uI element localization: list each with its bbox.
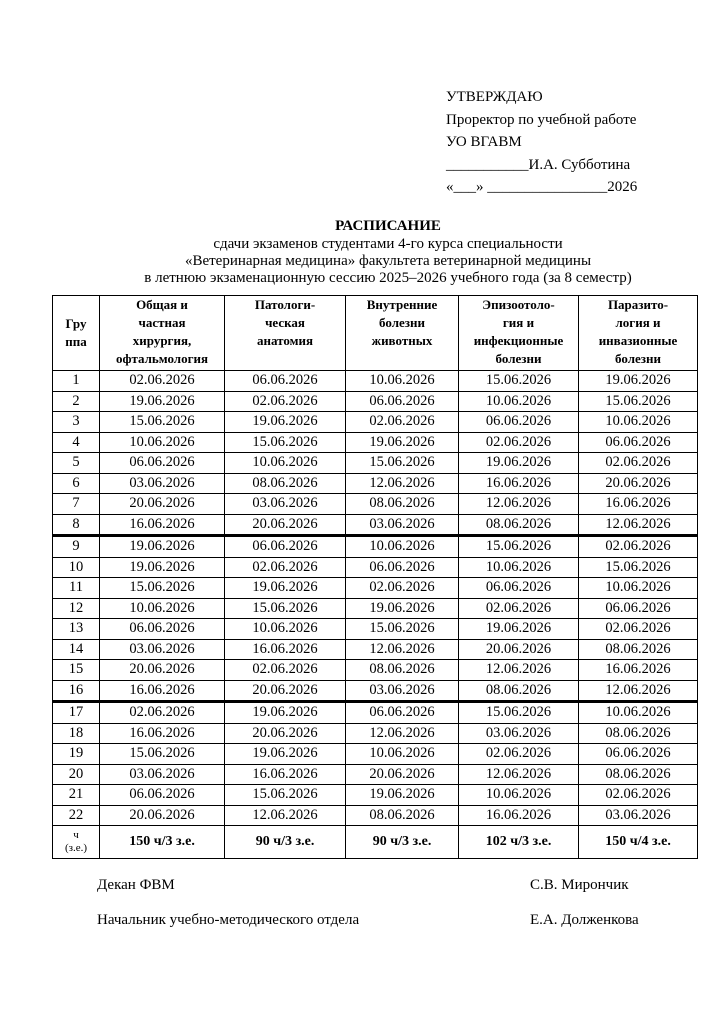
exam-date-cell: 06.06.2026 <box>346 557 459 578</box>
exam-date-cell: 02.06.2026 <box>579 453 698 474</box>
exam-date-cell: 12.06.2026 <box>346 639 459 660</box>
exam-date-cell: 20.06.2026 <box>225 723 346 744</box>
group-number-cell: 3 <box>53 412 100 433</box>
title-line-3: в летнюю экзаменационную сессию 2025–2026 учебного года (за 8 семестр) <box>144 270 632 287</box>
exam-date-cell: 12.06.2026 <box>346 473 459 494</box>
exam-date-cell: 12.06.2026 <box>579 680 698 702</box>
exam-date-cell: 02.06.2026 <box>225 557 346 578</box>
exam-date-cell: 06.06.2026 <box>346 702 459 724</box>
subject-header-line: частная <box>138 315 186 330</box>
subject-header-line: Внутренние <box>366 297 438 312</box>
exam-date-cell: 02.06.2026 <box>579 536 698 558</box>
totals-cell: 102 ч/3 з.е. <box>459 826 579 859</box>
subject-header-line: анатомия <box>257 333 313 348</box>
exam-date-cell: 20.06.2026 <box>100 494 225 515</box>
exam-date-cell: 15.06.2026 <box>459 536 579 558</box>
group-number-cell: 6 <box>53 473 100 494</box>
exam-date-cell: 20.06.2026 <box>459 639 579 660</box>
totals-row <box>53 826 698 859</box>
group-number-cell: 1 <box>53 371 100 392</box>
totals-label-line: ч <box>73 829 79 841</box>
exam-date-cell: 15.06.2026 <box>225 785 346 806</box>
exam-date-cell: 15.06.2026 <box>459 371 579 392</box>
group-number-cell: 22 <box>53 805 100 826</box>
methodical-head-title: Начальник учебно-методического отдела <box>97 912 360 928</box>
group-header-line: ппа <box>65 334 87 349</box>
subject-header <box>346 296 459 371</box>
exam-date-cell: 03.06.2026 <box>100 473 225 494</box>
subject-header-line: офтальмология <box>115 351 209 366</box>
subject-header-line: инвазионные <box>598 333 678 348</box>
subject-header-line: животных <box>371 333 433 348</box>
exam-date-cell: 16.06.2026 <box>225 764 346 785</box>
table-row <box>53 639 698 660</box>
table-row <box>53 702 698 724</box>
table-row <box>53 557 698 578</box>
exam-date-cell: 19.06.2026 <box>100 557 225 578</box>
document-title <box>0 216 724 288</box>
exam-date-cell: 19.06.2026 <box>459 453 579 474</box>
exam-date-cell: 10.06.2026 <box>459 785 579 806</box>
exam-date-cell: 06.06.2026 <box>579 598 698 619</box>
exam-date-cell: 12.06.2026 <box>579 514 698 536</box>
exam-date-cell: 02.06.2026 <box>100 371 225 392</box>
exam-date-cell: 20.06.2026 <box>579 473 698 494</box>
table-row <box>53 432 698 453</box>
subject-header-line: Патологи- <box>254 297 316 312</box>
exam-date-cell: 15.06.2026 <box>459 702 579 724</box>
subject-header-line: Эпизоотоло- <box>482 297 555 312</box>
group-number-cell: 11 <box>53 578 100 599</box>
exam-date-cell: 10.06.2026 <box>459 391 579 412</box>
subject-header-line: гия и <box>502 315 535 330</box>
exam-date-cell: 06.06.2026 <box>100 453 225 474</box>
approval-heading: УТВЕРЖДАЮ <box>446 89 543 105</box>
table-row <box>53 391 698 412</box>
group-number-cell: 13 <box>53 619 100 640</box>
group-number-cell: 9 <box>53 536 100 558</box>
exam-date-cell: 06.06.2026 <box>225 371 346 392</box>
exam-date-cell: 20.06.2026 <box>346 764 459 785</box>
exam-date-cell: 19.06.2026 <box>225 702 346 724</box>
exam-date-cell: 10.06.2026 <box>346 536 459 558</box>
subject-header-line: болезни <box>379 315 425 330</box>
group-number-cell: 8 <box>53 514 100 536</box>
exam-date-cell: 02.06.2026 <box>100 702 225 724</box>
group-number-cell: 4 <box>53 432 100 453</box>
approval-block <box>446 86 706 199</box>
subject-header <box>225 296 346 371</box>
subject-header-line: ческая <box>265 315 305 330</box>
table-row <box>53 371 698 392</box>
subject-header-line: инфекционные <box>473 333 564 348</box>
exam-date-cell: 15.06.2026 <box>225 432 346 453</box>
group-number-cell: 16 <box>53 680 100 702</box>
exam-date-cell: 20.06.2026 <box>225 514 346 536</box>
title-line-2: «Ветеринарная медицина» факультета ветеринарной медицины <box>184 253 592 270</box>
exam-date-cell: 08.06.2026 <box>346 494 459 515</box>
exam-date-cell: 10.06.2026 <box>225 619 346 640</box>
totals-cell: 150 ч/3 з.е. <box>100 826 225 859</box>
totals-cell: 150 ч/4 з.е. <box>579 826 698 859</box>
exam-date-cell: 20.06.2026 <box>100 805 225 826</box>
group-column-header <box>53 296 100 371</box>
exam-date-cell: 19.06.2026 <box>100 536 225 558</box>
exam-date-cell: 08.06.2026 <box>579 764 698 785</box>
exam-date-cell: 06.06.2026 <box>579 744 698 765</box>
exam-date-cell: 02.06.2026 <box>579 785 698 806</box>
group-number-cell: 21 <box>53 785 100 806</box>
exam-date-cell: 10.06.2026 <box>579 702 698 724</box>
subject-header-line: Общая и <box>136 297 188 312</box>
table-row <box>53 805 698 826</box>
approval-signature: ___________И.А. Субботина <box>446 156 631 173</box>
exam-date-cell: 10.06.2026 <box>579 578 698 599</box>
subject-header-line: болезни <box>495 351 542 366</box>
exam-date-cell: 10.06.2026 <box>100 432 225 453</box>
table-row <box>53 536 698 558</box>
exam-date-cell: 16.06.2026 <box>579 494 698 515</box>
table-row <box>53 473 698 494</box>
table-row <box>53 680 698 702</box>
subject-header-line: болезни <box>615 351 661 366</box>
exam-date-cell: 10.06.2026 <box>346 371 459 392</box>
group-number-cell: 5 <box>53 453 100 474</box>
exam-date-cell: 15.06.2026 <box>100 578 225 599</box>
exam-date-cell: 16.06.2026 <box>100 723 225 744</box>
subject-header-line: хирургия, <box>132 333 192 348</box>
table-row <box>53 744 698 765</box>
exam-date-cell: 10.06.2026 <box>579 412 698 433</box>
table-row <box>53 660 698 681</box>
exam-date-cell: 02.06.2026 <box>225 660 346 681</box>
subject-header <box>459 296 579 371</box>
exam-date-cell: 12.06.2026 <box>459 764 579 785</box>
exam-date-cell: 06.06.2026 <box>579 432 698 453</box>
exam-date-cell: 02.06.2026 <box>346 412 459 433</box>
exam-date-cell: 06.06.2026 <box>459 578 579 599</box>
exam-date-cell: 08.06.2026 <box>579 639 698 660</box>
table-row <box>53 494 698 515</box>
table-row <box>53 514 698 536</box>
dean-name: С.В. Мирончик <box>530 877 629 893</box>
table-row <box>53 598 698 619</box>
exam-date-cell: 19.06.2026 <box>225 412 346 433</box>
exam-date-cell: 06.06.2026 <box>100 619 225 640</box>
exam-date-cell: 12.06.2026 <box>346 723 459 744</box>
group-number-cell: 20 <box>53 764 100 785</box>
exam-date-cell: 19.06.2026 <box>346 598 459 619</box>
exam-date-cell: 19.06.2026 <box>100 391 225 412</box>
exam-date-cell: 15.06.2026 <box>346 619 459 640</box>
dean-title: Декан ФВМ <box>97 877 175 893</box>
exam-date-cell: 08.06.2026 <box>346 805 459 826</box>
table-header-row <box>53 296 698 371</box>
exam-date-cell: 12.06.2026 <box>459 660 579 681</box>
exam-date-cell: 02.06.2026 <box>459 432 579 453</box>
table-row <box>53 619 698 640</box>
title-main: РАСПИСАНИЕ <box>335 218 441 234</box>
totals-label-cell <box>53 826 100 859</box>
exam-date-cell: 08.06.2026 <box>346 660 459 681</box>
exam-date-cell: 19.06.2026 <box>346 785 459 806</box>
exam-date-cell: 03.06.2026 <box>100 639 225 660</box>
group-number-cell: 18 <box>53 723 100 744</box>
exam-date-cell: 19.06.2026 <box>459 619 579 640</box>
title-line-1: сдачи экзаменов студентами 4-го курса специальности <box>213 236 563 252</box>
exam-date-cell: 06.06.2026 <box>225 536 346 558</box>
table-row <box>53 785 698 806</box>
exam-date-cell: 03.06.2026 <box>100 764 225 785</box>
exam-date-cell: 19.06.2026 <box>225 744 346 765</box>
table-row <box>53 578 698 599</box>
exam-date-cell: 08.06.2026 <box>459 514 579 536</box>
exam-date-cell: 16.06.2026 <box>225 639 346 660</box>
exam-date-cell: 10.06.2026 <box>225 453 346 474</box>
exam-date-cell: 06.06.2026 <box>459 412 579 433</box>
exam-date-cell: 08.06.2026 <box>579 723 698 744</box>
group-number-cell: 2 <box>53 391 100 412</box>
exam-date-cell: 10.06.2026 <box>346 744 459 765</box>
exam-date-cell: 15.06.2026 <box>346 453 459 474</box>
exam-date-cell: 06.06.2026 <box>100 785 225 806</box>
exam-date-cell: 03.06.2026 <box>346 514 459 536</box>
exam-date-cell: 16.06.2026 <box>459 805 579 826</box>
table-row <box>53 453 698 474</box>
exam-date-cell: 15.06.2026 <box>225 598 346 619</box>
exam-date-cell: 19.06.2026 <box>346 432 459 453</box>
exam-date-cell: 06.06.2026 <box>346 391 459 412</box>
exam-date-cell: 02.06.2026 <box>579 619 698 640</box>
totals-cell: 90 ч/3 з.е. <box>346 826 459 859</box>
exam-date-cell: 15.06.2026 <box>100 744 225 765</box>
exam-date-cell: 16.06.2026 <box>100 514 225 536</box>
methodical-head-name: Е.А. Долженкова <box>530 912 639 928</box>
exam-date-cell: 03.06.2026 <box>346 680 459 702</box>
exam-date-cell: 16.06.2026 <box>459 473 579 494</box>
exam-date-cell: 03.06.2026 <box>225 494 346 515</box>
subject-header <box>100 296 225 371</box>
exam-date-cell: 02.06.2026 <box>459 598 579 619</box>
exam-date-cell: 15.06.2026 <box>579 557 698 578</box>
group-number-cell: 7 <box>53 494 100 515</box>
exam-date-cell: 16.06.2026 <box>579 660 698 681</box>
exam-date-cell: 08.06.2026 <box>225 473 346 494</box>
subject-header-line: логия и <box>615 315 661 330</box>
table-row <box>53 412 698 433</box>
exam-date-cell: 02.06.2026 <box>346 578 459 599</box>
exam-date-cell: 10.06.2026 <box>100 598 225 619</box>
approval-position: Проректор по учебной работе <box>446 111 637 128</box>
exam-date-cell: 03.06.2026 <box>579 805 698 826</box>
totals-cell: 90 ч/3 з.е. <box>225 826 346 859</box>
exam-date-cell: 15.06.2026 <box>100 412 225 433</box>
exam-date-cell: 02.06.2026 <box>225 391 346 412</box>
exam-date-cell: 16.06.2026 <box>100 680 225 702</box>
table-row <box>53 723 698 744</box>
group-number-cell: 17 <box>53 702 100 724</box>
totals-label-line: (з.е.) <box>64 842 88 854</box>
subject-header-line: Паразито- <box>607 297 669 312</box>
group-number-cell: 12 <box>53 598 100 619</box>
approval-org: УО ВГАВМ <box>446 134 522 150</box>
exam-date-cell: 15.06.2026 <box>579 391 698 412</box>
exam-date-cell: 20.06.2026 <box>225 680 346 702</box>
group-number-cell: 19 <box>53 744 100 765</box>
exam-date-cell: 03.06.2026 <box>459 723 579 744</box>
exam-date-cell: 10.06.2026 <box>459 557 579 578</box>
schedule-body <box>53 371 698 859</box>
exam-date-cell: 12.06.2026 <box>459 494 579 515</box>
approval-date: «___» ________________2026 <box>446 179 638 195</box>
exam-date-cell: 02.06.2026 <box>459 744 579 765</box>
exam-date-cell: 20.06.2026 <box>100 660 225 681</box>
subject-header <box>579 296 698 371</box>
exam-date-cell: 19.06.2026 <box>225 578 346 599</box>
group-number-cell: 15 <box>53 660 100 681</box>
exam-date-cell: 12.06.2026 <box>225 805 346 826</box>
table-row <box>53 764 698 785</box>
group-number-cell: 10 <box>53 557 100 578</box>
group-header-line: Гру <box>65 316 87 331</box>
exam-date-cell: 08.06.2026 <box>459 680 579 702</box>
exam-date-cell: 19.06.2026 <box>579 371 698 392</box>
schedule-table <box>52 295 698 859</box>
group-number-cell: 14 <box>53 639 100 660</box>
